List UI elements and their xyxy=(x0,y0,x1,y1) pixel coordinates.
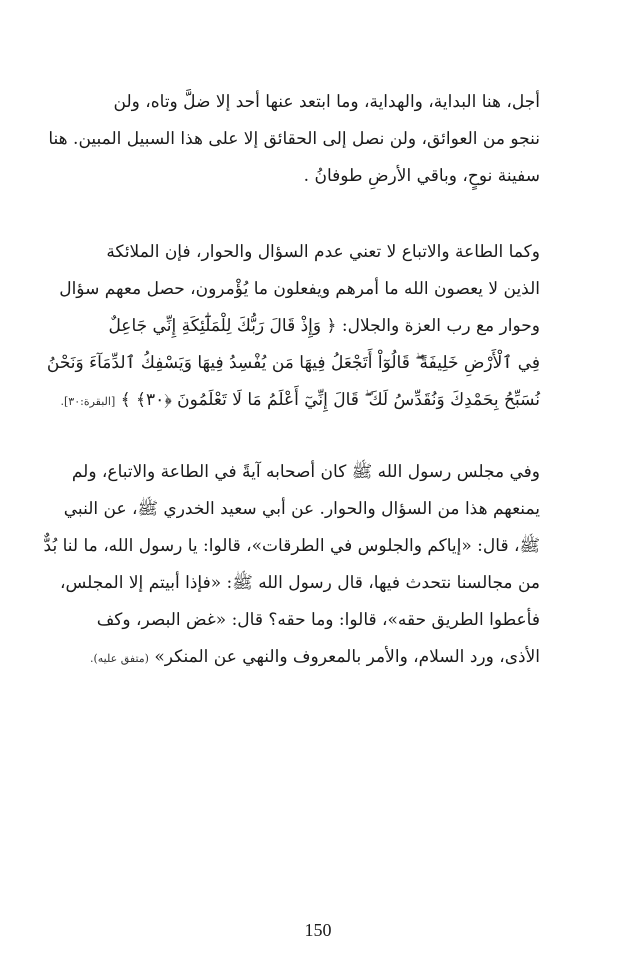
paragraph-3-line-6 xyxy=(90,639,540,676)
page-number: 150 xyxy=(304,920,332,940)
paragraph-2-line-1: وكما الطاعة والاتباع لا تعني عدم السؤال والحوار، فإن الملائكة xyxy=(106,242,540,262)
quran-verse-end: نُسَبِّحُ بِحَمْدِكَ وَنُقَدِّسُ لَكَ ۖ قَالَ إِنِّيٓ أَعْلَمُ مَا لَا تَعْلَمُونَ ﴿٣٠﴾ ﴾ xyxy=(120,390,540,410)
paragraph-3-line-3: ﷺ، قال: «إياكم والجلوس في الطرقات»، قالوا: يا رسول الله، ما لنا بُدٌّ xyxy=(43,536,540,556)
paragraph-3-line-5: فأعطوا الطريق حقه»، قالوا: وما حقه؟ قال: «غض البصر، وكف xyxy=(96,610,540,630)
paragraph-2-line-5 xyxy=(60,382,540,419)
paragraph-3-line-2: يمنعهم هذا من السؤال والحوار. عن أبي سعيد الخدري ﷺ، عن النبي xyxy=(63,499,540,519)
paragraph-2-line-3: وحوار مع رب العزة والجلال: ﴿ وَإِذْ قَالَ رَبُّكَ لِلْمَلَٰٓئِكَةِ إِنِّي جَاعِلٌ xyxy=(108,316,540,336)
paragraph-1 xyxy=(48,84,540,195)
paragraph-3-line-4: من مجالسنا نتحدث فيها، قال رسول الله ﷺ: «فإذا أبيتم إلا المجلس، xyxy=(59,573,540,593)
paragraph-1-line-3: سفينة نوحٍ، وباقي الأرضِ طوفانُ . xyxy=(303,166,540,186)
paragraph-2-line-4: فِي ٱلْأَرْضِ خَلِيفَةً ۖ قَالُوٓاْ أَتَجْعَلُ فِيهَا مَن يُفْسِدُ فِيهَا وَيَسْفِكُ ٱلدِّمَآءَ وَنَحْنُ xyxy=(46,353,540,373)
paragraph-1-line-1: أجل، هنا البداية، والهداية، وما ابتعد عنها أحد إلا ضلَّ وتاه، ولن xyxy=(113,92,540,112)
paragraph-3-line-1: وفي مجلس رسول الله ﷺ كان أصحابه آيةً في الطاعة والاتباع، ولم xyxy=(71,462,540,482)
paragraph-2 xyxy=(46,234,540,419)
verse-reference: [البقرة:٣٠]. xyxy=(60,395,116,408)
paragraph-1-line-2: ننجو من العوائق، ولن نصل إلى الحقائق إلا على هذا السبيل المبين. هنا xyxy=(48,129,540,149)
paragraph-3 xyxy=(43,454,540,676)
hadith-end: الأذى، ورد السلام، والأمر بالمعروف والنهي عن المنكر» xyxy=(154,647,540,667)
hadith-reference: (متفق عليه). xyxy=(90,652,149,665)
paragraph-2-line-2: الذين لا يعصون الله ما أمرهم ويفعلون ما يُؤْمرون، حصل معهم سؤال xyxy=(59,279,540,299)
